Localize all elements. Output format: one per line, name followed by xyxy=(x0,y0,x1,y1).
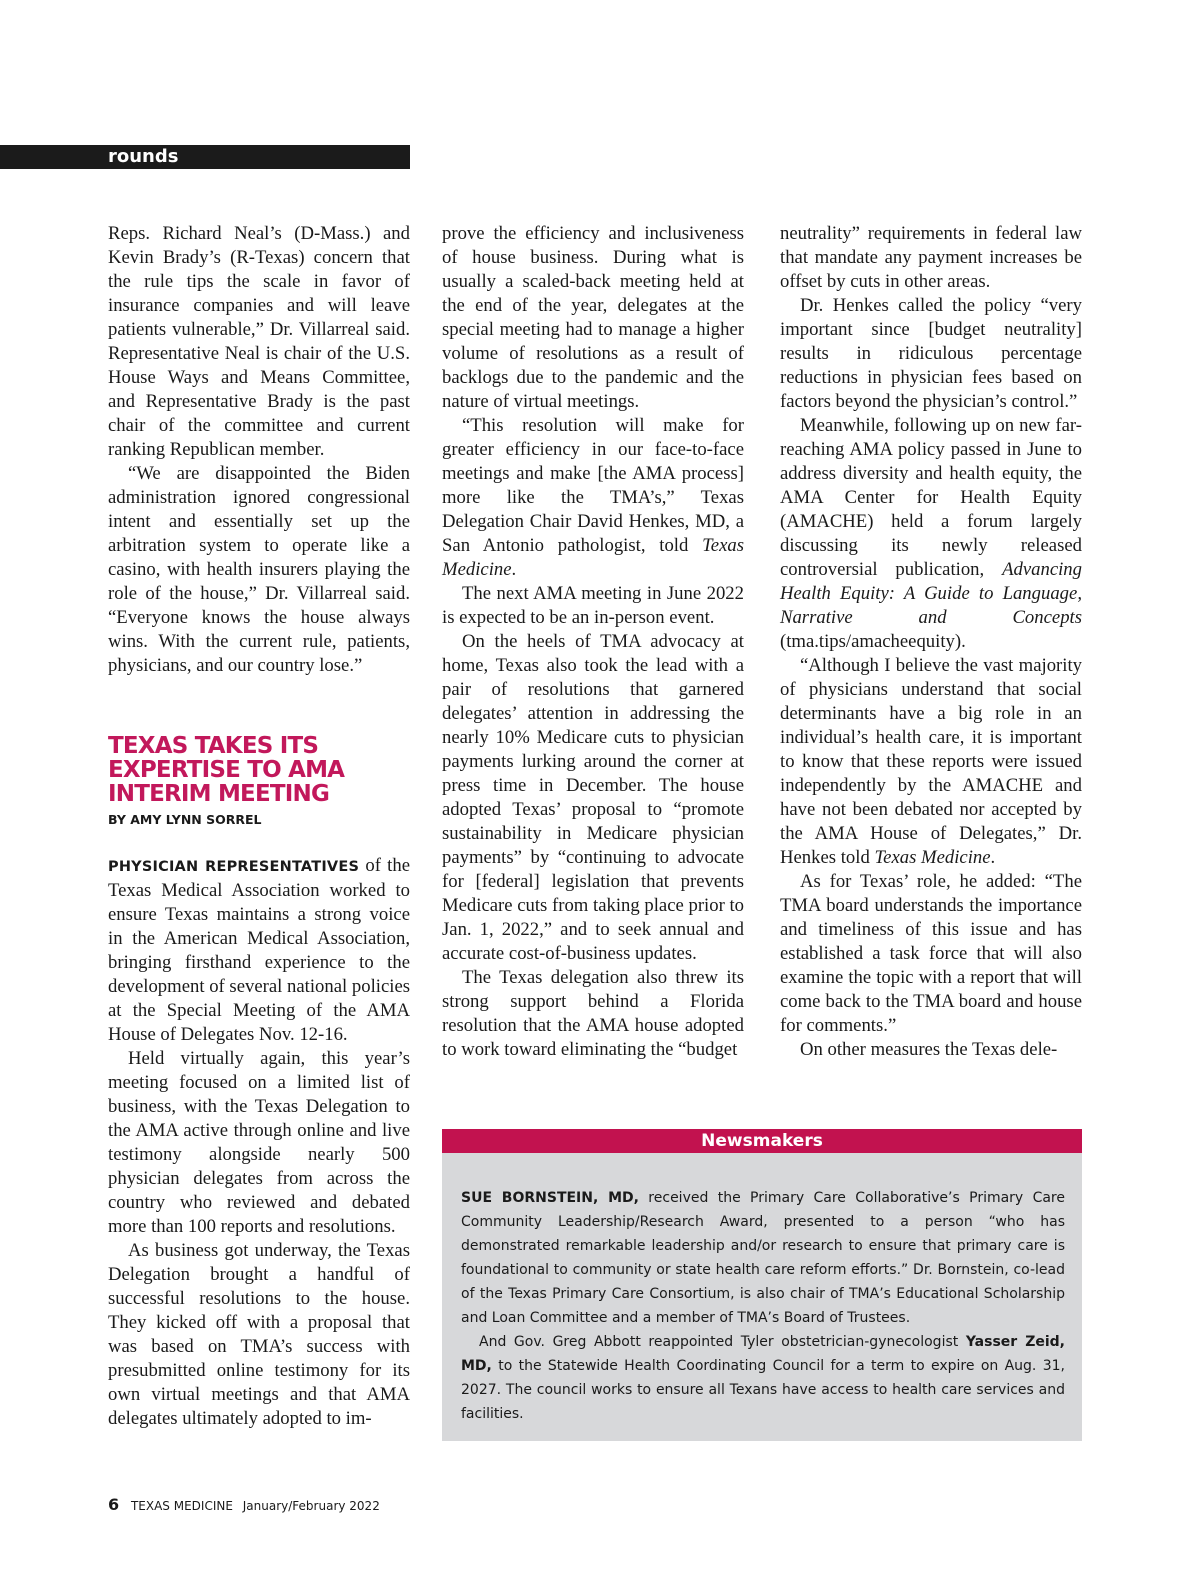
article-column-3 xyxy=(780,222,1082,1062)
article-column-1 xyxy=(108,222,410,1431)
page-footer xyxy=(108,1495,380,1516)
publication-title: Advancing Health Equity: A Guide to Language, Narrative and Concepts xyxy=(780,559,1082,628)
article-byline: BY AMY LYNN SORREL xyxy=(108,812,262,827)
newsmakers-paragraph: And Gov. Greg Abbott reappointed Tyler obstetrician-gynecologist Yasser Zeid, MD, to the Statewide Health Coordinating Council for a term to expire on Aug. 31, 2027. The council works to ensure all Texans have access to health care services and facilities. xyxy=(461,1334,1065,1422)
article-paragraph: Reps. Richard Neal’s (D-Mass.) and Kevin Brady’s (R-Texas) concern that the rule tips the scale in favor of insurance companies and will leave patients vulnerable,” Dr. Villarreal said. Representative Neal is chair of the U.S. House Ways and Means Committee, and Representative Brady is the past chair of the committee and current ranking Republican member. xyxy=(108,223,410,460)
article-headline: TEXAS TAKES ITS EXPERTISE TO AMA INTERIM MEETING xyxy=(108,733,345,807)
article-paragraph: Meanwhile, following up on new far-reaching AMA policy passed in June to address diversity and health equity, the AMA Center for Health Equity (AMACHE) held a forum largely discussing its newly released controversial publication, Advancing Health Equity: A Guide to Language, Narrative and Concepts (tma.tips/amacheequity). xyxy=(780,415,1082,652)
article-paragraph: On other measures the Texas dele- xyxy=(800,1039,1058,1060)
article-paragraph: The next AMA meeting in June 2022 is expected to be an in-person event. xyxy=(442,583,744,628)
section-label: rounds xyxy=(108,146,179,167)
article-paragraph: As business got underway, the Texas Delegation brought a handful of successful resolutions to the house. They kicked off with a proposal that was based on TMA’s success with presubmitted online testimony for its own virtual meetings and that AMA delegates ultimately adopted to im- xyxy=(108,1240,410,1429)
newsmakers-body xyxy=(461,1186,1065,1426)
article-column-2 xyxy=(442,222,744,1062)
lead-in-text: PHYSICIAN REPRESENTATIVES xyxy=(108,859,360,875)
article-paragraph: “Although I believe the vast majority of physicians understand that social determinants have a big role in an individual’s health care, it is important to know that these reports were issued independently by the AMACHE and have not been debated nor accepted by the AMA House of Delegates,” Dr. Henkes told Texas Medicine. xyxy=(780,655,1082,868)
page-number: 6 xyxy=(108,1495,120,1514)
article-paragraph: “This resolution will make for greater efficiency in our face-to-face meetings and make [the AMA process] more like the TMA’s,” Texas Delegation Chair David Henkes, MD, a San Antonio pathologist, told Texas Medicine. xyxy=(442,415,744,580)
publication-title: Texas Medicine xyxy=(874,847,991,868)
article-paragraph: neutrality” requirements in federal law that mandate any payment increases be offset by cuts in other areas. xyxy=(780,223,1082,292)
newsmakers-title: Newsmakers xyxy=(442,1129,1082,1153)
section-header-bar xyxy=(0,145,410,169)
publication-title: Texas Medicine xyxy=(442,535,744,580)
person-name: Yasser Zeid, MD, xyxy=(461,1334,1065,1374)
article-paragraph: Dr. Henkes called the policy “very important since [budget neutrality] results in ridiculous percentage reductions in physician fees based on factors beyond the physician’s control.” xyxy=(780,295,1082,412)
person-name: SUE BORNSTEIN, MD, xyxy=(461,1190,639,1206)
issue-date: January/February 2022 xyxy=(242,1499,380,1513)
article-paragraph: The Texas delegation also threw its strong support behind a Florida resolution that the AMA house adopted to work toward eliminating the “budget xyxy=(442,967,744,1060)
article-lead-paragraph: PHYSICIAN REPRESENTATIVES of the Texas Medical Association worked to ensure Texas maintains a strong voice in the American Medical Association, bringing firsthand experience to the development of several national policies at the Special Meeting of the AMA House of Delegates Nov. 12-16. xyxy=(108,855,411,1045)
article-paragraph: As for Texas’ role, he added: “The TMA board understands the importance and timeliness of this issue and has established a task force that will also examine the topic with a report that will come back to the TMA board and house for comments.” xyxy=(780,871,1082,1036)
article-paragraph: prove the efficiency and inclusiveness of house business. During what is usually a scaled-back meeting held at the end of the year, delegates at the special meeting had to manage a higher volume of resolutions as a result of backlogs due to the pandemic and the nature of virtual meetings. xyxy=(442,223,744,412)
newsmakers-box xyxy=(442,1129,1082,1441)
newsmakers-paragraph: SUE BORNSTEIN, MD, received the Primary Care Collaborative’s Primary Care Community Leadership/Research Award, presented to a person “who has demonstrated remarkable leadership and/or research to ensure that primary care is foundational to community or state health care reform efforts.” Dr. Bornstein, co-lead of the Texas Primary Care Consortium, is also chair of TMA’s Educational Scholarship and Loan Committee and a member of TMA’s Board of Trustees. xyxy=(461,1190,1065,1326)
article-paragraph: On the heels of TMA advocacy at home, Texas also took the lead with a pair of resolutions that garnered delegates’ attention in addressing the nearly 10% Medicare cuts to physician payments lurking around the corner at press time in December. The house adopted Texas’ proposal to “promote sustainability in Medicare physician payments” by “continuing to advocate for [federal] legislation that prevents Medicare cuts from taking place prior to Jan. 1, 2022,” and to seek annual and accurate cost-of-business updates. xyxy=(442,631,745,964)
article-paragraph: Held virtually again, this year’s meeting focused on a limited list of business, with the Texas Delegation to the AMA active through online and live testimony alongside nearly 500 physician delegates from across the country who reviewed and debated more than 100 reports and resolutions. xyxy=(108,1048,410,1237)
article-paragraph: “We are disappointed the Biden administration ignored congressional intent and essentially set up the arbitration system to operate like a casino, with health insurers playing the role of the house,” Dr. Villarreal said. “Everyone knows the house always wins. With the current rule, patients, physicians, and our country lose.” xyxy=(108,463,410,676)
publication-name: TEXAS MEDICINE xyxy=(130,1499,233,1513)
